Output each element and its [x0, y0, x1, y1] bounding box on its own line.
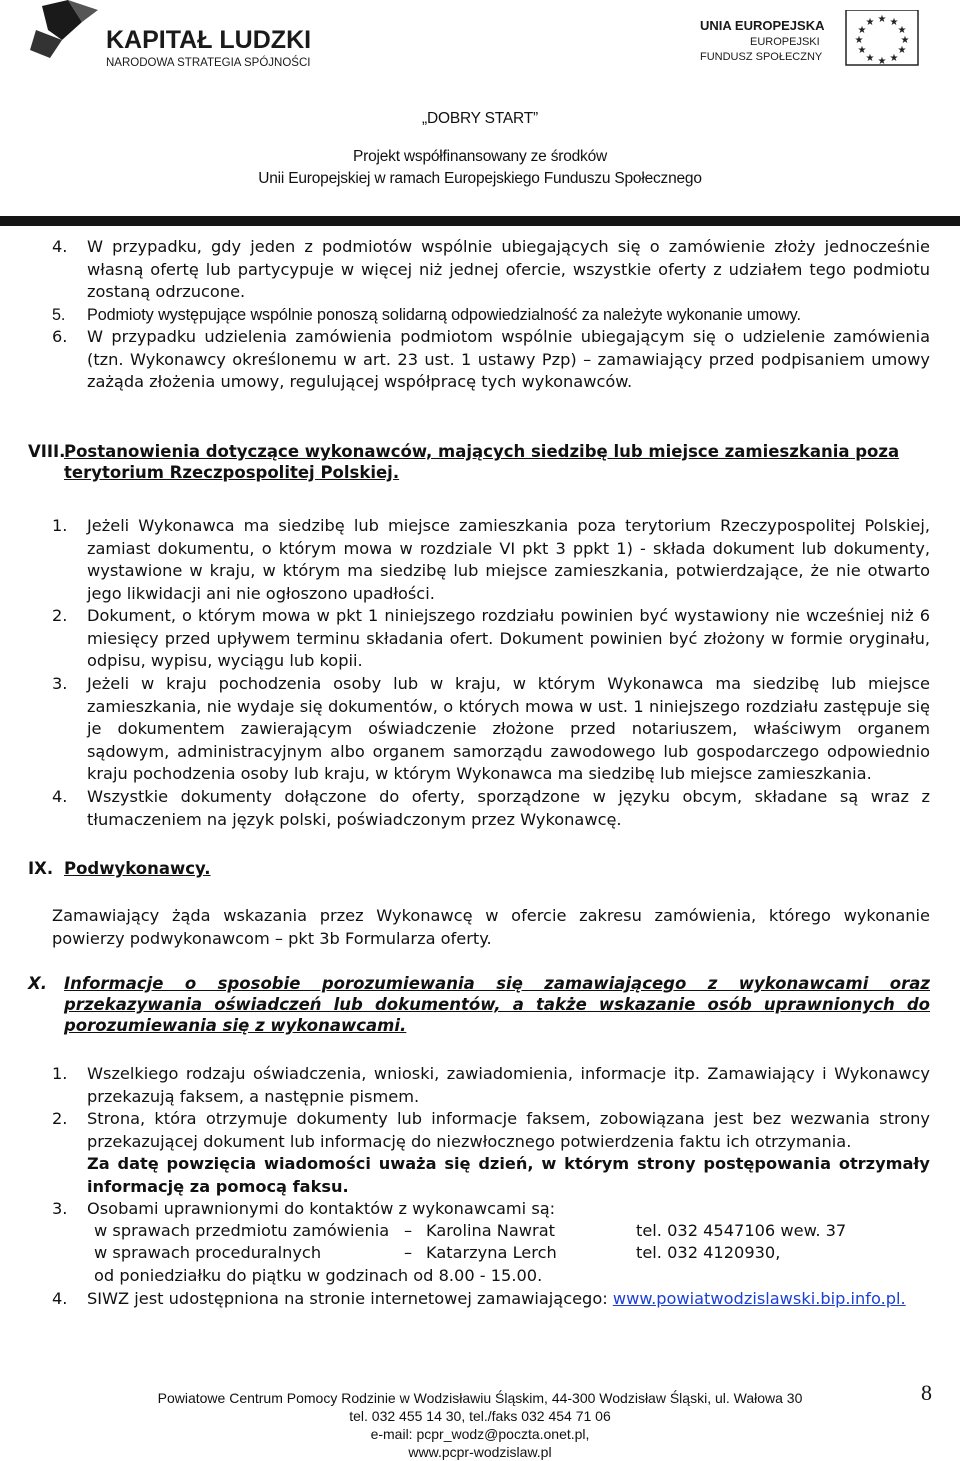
- svg-text:★: ★: [865, 53, 875, 64]
- footer-phones: tel. 032 455 14 30, tel./faks 032 454 71 06: [349, 1408, 611, 1424]
- list-item: 3. Osobami uprawnionymi do kontaktów z wykonawcami są:: [52, 1199, 556, 1218]
- section-ix-text: Zamawiający żąda wskazania przez Wykonawcę w ofercie zakresu zamówienia, którego wykonanie powierzy podwykonawcom – pkt 3b Formularza oferty.: [52, 906, 930, 948]
- list-item: 5. Podmioty występujące wspólnie ponoszą solidarną odpowiedzialność za należyte wykonanie umowy.: [52, 306, 801, 324]
- list-item: 2. Strona, która otrzymuje dokumenty lub informacje faksem, zobowiązana jest bez wezwania strony przekazującej dokument lub informację do niezwłocznego potwierdzenia faktu ich otrzymania. Za datę powzięcia wiadomości uważa się dzień, w którym strony postępowania otrzymały informację za pomocą faksu.: [52, 1108, 930, 1198]
- item2-bold-note: Za datę powzięcia wiadomości uważa się dzień, w którym strony postępowania otrzymały informację za pomocą faksu.: [87, 1154, 930, 1196]
- section-ix-numeral: IX.: [28, 859, 54, 878]
- contact-row: w sprawach proceduralnych: [94, 1243, 322, 1262]
- list-item: 1. Wszelkiego rodzaju oświadczenia, wnioski, zawiadomienia, informacje itp. Zamawiający i Wykonawcy przekazują faksem, a następnie pismem.: [52, 1064, 930, 1106]
- cofinance-line-1: Projekt współfinansowany ze środków: [352, 148, 608, 165]
- list-item: 2. Dokument, o którym mowa w pkt 1 niniejszego rozdziału powinien być wystawiony nie wcześniej niż 6 miesięcy przed upływem terminu składania ofert. Dokument powinien być złożony w formie oryginału, odpisu, wypisu, wyciągu lub kopii.: [52, 606, 930, 670]
- cofinance-line-2: Unii Europejskiej w ramach Europejskiego Funduszu Społecznego: [258, 170, 702, 187]
- section-viii-title: Postanowienia dotyczące wykonawców, mających siedzibę lub miejsce zamieszkania poza terytorium Rzeczpospolitej Polskiej.: [64, 442, 900, 482]
- eu-logo-line1: UNIA EUROPEJSKA: [700, 18, 825, 33]
- eu-logo-line3: FUNDUSZ SPOŁECZNY: [700, 51, 823, 63]
- svg-text:★: ★: [897, 25, 907, 36]
- project-name: „DOBRY START”: [422, 110, 538, 127]
- contact-dash: –: [404, 1243, 413, 1262]
- svg-text:★: ★: [857, 25, 867, 36]
- contact-name: Katarzyna Lerch: [426, 1243, 557, 1262]
- section-ix-title: Podwykonawcy.: [64, 859, 211, 878]
- list-item: 4. Wszystkie dokumenty dołączone do oferty, sporządzone w języku obcym, składane są wraz z tłumaczeniem na język polski, poświadczonym przez Wykonawcę.: [52, 787, 930, 829]
- svg-text:★: ★: [889, 17, 899, 28]
- list-item: 4. W przypadku, gdy jeden z podmiotów wspólnie ubiegających się o zamówienie złoży jednocześnie własną ofertę lub partycypuje w więcej niż jednej ofercie, wszystkie oferty z udziałem tego podmiotu zostaną odrzucone.: [52, 237, 930, 301]
- svg-text:★: ★: [900, 35, 910, 46]
- unia-europejska-logo: [700, 10, 950, 70]
- siwz-website-link[interactable]: www.powiatwodzislawski.bip.info.pl.: [612, 1289, 906, 1308]
- contact-phone: tel. 032 4120930,: [636, 1243, 781, 1262]
- footer-website: www.pcpr-wodzislaw.pl: [408, 1444, 552, 1460]
- svg-text:★: ★: [857, 45, 867, 56]
- office-hours: od poniedziałku do piątku w godzinach od 8.00 - 15.00.: [94, 1266, 543, 1285]
- page-number: 8: [921, 1380, 932, 1405]
- list-item: 3. Jeżeli w kraju pochodzenia osoby lub w kraju, w którym Wykonawca ma siedzibę lub miejsce zamieszkania, nie wydaje się dokumentów, o których mowa w ust. 1 niniejszego rozdziału zastępuje się je dokumentem zawierającym oświadczenie złożone przed notariuszem, właściwym organem sądowym, administracyjnym albo organem samorządu zawodowego lub gospodarczego odpowiednio kraju pochodzenia osoby lub kraju, w którym Wykonawca ma siedzibę lub miejsce zamieszkania.: [52, 674, 930, 783]
- contact-name: Karolina Nawrat: [426, 1221, 555, 1240]
- footer-address: Powiatowe Centrum Pomocy Rodzinie w Wodzisławiu Śląskim, 44-300 Wodzisław Śląski, ul. Wałowa 30: [157, 1390, 803, 1406]
- logo-subtitle: NARODOWA STRATEGIA SPÓJNOŚCI: [106, 57, 311, 69]
- logo-title: KAPITAŁ LUDZKI: [106, 26, 312, 54]
- svg-text:★: ★: [877, 56, 887, 67]
- contact-phone: tel. 032 4547106 wew. 37: [636, 1221, 847, 1240]
- list-item: 1. Jeżeli Wykonawca ma siedzibę lub miejsce zamieszkania poza terytorium Rzeczypospolitej Polskiej, zamiast dokumentu, o którym mowa w rozdziale VI pkt 3 ppkt 1) - składa dokument lub dokumenty, wystawione w kraju, w którym ma siedzibę lub miejsce zamieszkania, potwierdzające, że nie otwarto jego likwidacji ani nie ogłoszono upadłości.: [52, 516, 930, 603]
- svg-text:★: ★: [897, 45, 907, 56]
- svg-text:★: ★: [865, 17, 875, 28]
- section-x-title: Informacje o sposobie porozumiewania się zamawiającego z wykonawcami oraz przekazywania oświadczeń lub dokumentów, a także wskazanie osób uprawnionych do porozumiewania się z wykonawcami.: [64, 974, 930, 1035]
- contact-row: w sprawach przedmiotu zamówienia: [94, 1221, 390, 1240]
- list-item: 6. W przypadku udzielenia zamówienia podmiotom wspólnie ubiegającym się o udzielenie zamówienia (tzn. Wykonawcy określonemu w art. 23 ust. 1 ustawy Pzp) – zamawiający przed podpisaniem umowy zażąda złożenia umowy, regulującej współpracę tych wykonawców.: [52, 327, 930, 391]
- eu-logo-line2: EUROPEJSKI: [750, 36, 820, 48]
- footer-email: e-mail: pcpr_wodz@poczta.onet.pl,: [370, 1426, 590, 1442]
- svg-text:★: ★: [877, 14, 887, 25]
- list-item: 4. SIWZ jest udostępniona na stronie internetowej zamawiającego: www.powiatwodzislawski.bip.info.pl.: [52, 1289, 906, 1308]
- contact-dash: –: [404, 1221, 413, 1240]
- kapital-ludzki-logo: [22, 0, 322, 85]
- item2-text: Strona, która otrzymuje dokumenty lub informacje faksem, zobowiązana jest bez wezwania strony przekazującej dokument lub informację do niezwłocznego potwierdzenia faktu ich otrzymania.: [87, 1109, 930, 1151]
- header-divider: [0, 216, 960, 226]
- section-viii-numeral: VIII.: [28, 442, 66, 461]
- section-x-numeral: X.: [28, 974, 47, 993]
- svg-text:★: ★: [889, 53, 899, 64]
- svg-text:★: ★: [854, 35, 864, 46]
